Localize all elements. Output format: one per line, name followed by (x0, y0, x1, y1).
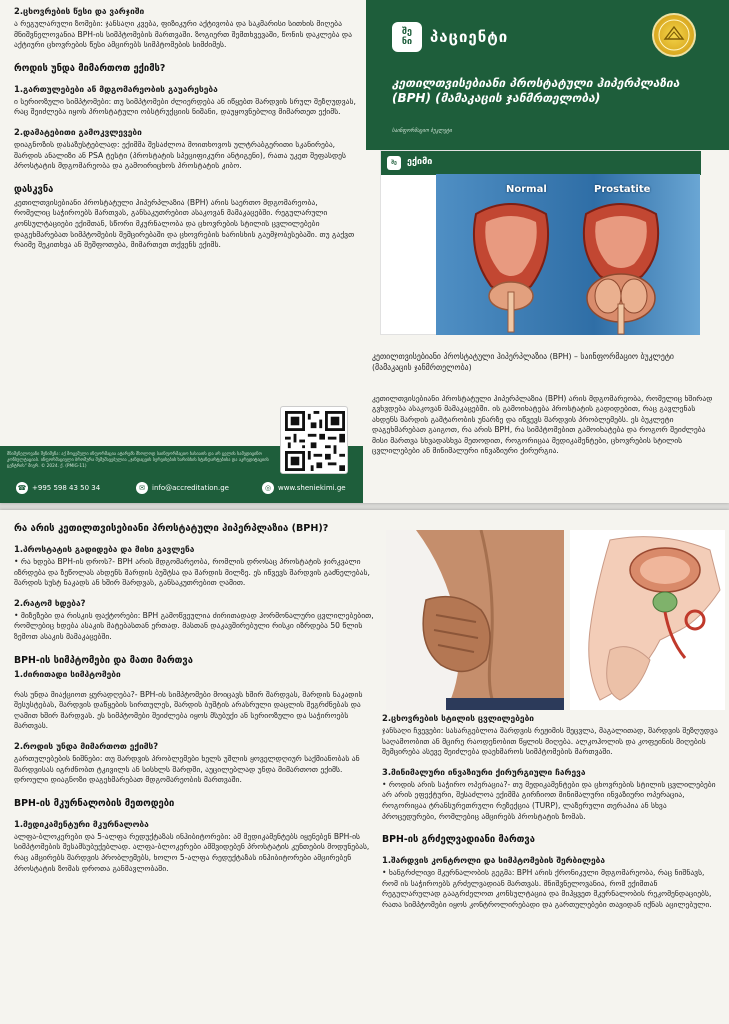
complications-heading: 1.გართულებები ან მდგომარეობის გაუარესება (14, 83, 218, 94)
doctor-text: გართულებების ნიშნები: თუ შარდვის პრობლემები ხელს უშლის ყოველდღიურ საქმიანობას ან შარდვისას იგრძნობთ ტკივილს ან სისხლს შარდში, აუცილებლად უნდა მიმართოთ ექიმს. დროული დიაგნოზი დაგეხმარებათ მდგომარეობის მართვაში. (14, 753, 360, 785)
surgery-heading: 3.მინიმალური ინვაზიური ქირურგიული ჩარევა (382, 766, 586, 777)
complications-text: ი სერიოზული სიმპტომები: თუ სიმპტომები ძლიერდება ან იწყებთ შარდვის სრულ შეზღუდვას, რაც შეიძლება იყოს პროსტატული ობსტრუქციის ნიშანი, დაუყოვნებლივ მიმართეთ ექიმს. (14, 96, 356, 117)
phone-number: +995 598 43 50 34 (32, 484, 101, 492)
website-url: www.sheniekimi.ge (278, 484, 346, 492)
enlargement-text: • რა ხდება BPH-ის დროს?- BPH არის მდგომარეობა, რომლის დროსაც პროსტატის ჯირკვალი იზრდება და ზეწოლას ახდენს შარდის ბუშტსა და შარდის მილზე. ეს იწვევს შარდვის გაძნელებას, შარდის სუსტ ნაკადს ან ხშირ შარდვას, განსაკუთრებით ღამით. (14, 557, 370, 588)
intro-text: კეთილთვისებიანი პროსტატული ჰიპერპლაზია (BPH) არის მდგომარეობა, რომელიც ხშირად გვხვდება ასაკოვან მამაკაცებში. ის გამოიხატება პროსტატის გადიდებით, რაც გავლენას ახდენს შარდის გამტარობის უნარზე და იწვევს შარდვის პრობლემებს. ეს ბუკლეტი დაგეხმარებათ გაიგოთ, რა არის BPH, რა სიმპტომებით გამოიხატება და როგორ შეიძლება მისი მართვა სხვადასხვა მეთოდით, როგორიცაა მედიკამენტები, ცხოვრების სტილის ცვლილებები ან მინიმალური ინვაზიური ქირურგია. (372, 394, 713, 456)
email-address: info@accreditation.ge (152, 484, 229, 492)
contact-website[interactable] (262, 482, 346, 494)
enlarged-prostate-icon (584, 204, 658, 334)
anatomy-image-icon (570, 530, 725, 710)
illustration-background (436, 174, 700, 335)
globe-icon: ◎ (262, 482, 274, 494)
lifestyle-change-text: ჯანსაღი ჩვევები: სასარგებლოა შარდვის რეჟიმის შეცვლა, მაგალითად, შარდვის შეზღუდვა საღამოობით ან მცირე რაოდენობით წყლის მიღება. ალკოჰოლის და კოფეინის მიღების შემცირება ასევე შეიძლება დაეხმაროს სიმპტომების მართვაში. (382, 726, 718, 757)
lifestyle-heading: 2.ცხოვრების წესი და ვარჯიში (14, 6, 145, 16)
control-text: • ხანგრძლივი მკურნალობის გეგმა: BPH არის ქრონიკული მდგომარეობა, რაც ნიშნავს, რომ ის საჭიროებს გრძელვადიან მართვას. მნიშვნელოვანია, რომ ექიმთან რეგულარულად გააგრძელოთ კონსულტაცია და მიჰყვეთ მკურნალობის რეკომენდაციებს, რათა სიმპტომები იყოს კონტროლირებადი და გართულებები თავიდან იქნას აცილებული. (382, 868, 712, 909)
main-symptoms-text: რას უნდა მიაქციოთ ყურადღება?- BPH-ის სიმპტომები მოიცავს ხშირ შარდვას, შარდის ნაკადის შესუსტებას, შარდვის დაწყების სირთულეს, შარდის ბუშტის არასრული დაცლის შეგრძნებას და ღამით ხშირ შარდვას. ეს სიმპტომები შეიძლება იყოს მსუბუქი ან სერიოზული და საჭიროებს მართვას. (14, 689, 363, 731)
symptoms-heading: BPH-ის სიმპტომები და მათი მართვა (14, 654, 193, 666)
brand-name: პაციენტი (430, 28, 509, 46)
seal-emblem-icon (654, 15, 694, 55)
accreditation-seal-icon (652, 13, 696, 57)
control-heading: 1.შარდვის კონტროლი და სიმპტომების შერბილება (382, 855, 605, 866)
long-term-heading: BPH-ის გრძელვადიანი მართვა (382, 834, 535, 846)
surgery-text: • როდის არის საჭირო ოპერაცია?- თუ მედიკამენტები და ცხოვრების სტილის ცვლილებები არ არის ეფექტური, შესაძლოა ექიმმა გირჩიოთ მინიმალური ინვაზიური ოპერაცია, როგორიცაა ტრანსურეთრული რეზექცია (TURP), ლაზერული თერაპია ან სხვა პროცედურები, რომლებიც ამცირებს პროსტატის ზომას. (382, 779, 716, 821)
bottom-right-column (382, 713, 718, 911)
top-left-column (14, 6, 356, 251)
anatomy-photo (570, 530, 725, 710)
label-normal: Normal (506, 184, 547, 195)
medication-text: ალფა-ბლოკერები და 5-ალფა რედუქტაზას ინჰიბიტორები: ამ მედიკამენტებს იყენებენ BPH-ის სიმპტომების შესამსუბუქებლად. ალფა-ბლოკერები ამშვიდებენ პროსტატის კუნთების მოდუნებას, რაც ამცირებს შარდვის პრობლემებს, ხოლო 5-ალფა რედუქტაზას ინჰიბიტორები ამცირებენ პროსტატის ზომას დროთა განმავლობაში. (14, 831, 370, 873)
normal-bladder-icon (474, 204, 548, 332)
brochure-page-outer (0, 0, 729, 503)
bottom-left-column (14, 522, 374, 874)
phone-icon: ☎ (17, 484, 27, 492)
label-prostatite: Prostatite (594, 184, 651, 195)
medication-heading: 1.მედიკამენტური მკურნალობა (14, 818, 149, 829)
conclusion-heading: დასკვნა (14, 183, 54, 195)
cover-subtitle: საინფორმაციო ბუკლეტი (392, 128, 452, 134)
contact-phone[interactable] (16, 482, 100, 494)
conclusion-text: კეთილთვისებიანი პროსტატული ჰიპერპლაზია (BPH) არის საერთო მდგომარეობა, რომელიც საჭიროებს მართვას, განსაკუთრებით ასაკოვან მამაკაცებში. რეგულარული კონსულტაციები ექიმთან, სწორი მკურნალობა და ცხოვრების სტილის ცვლილებები დაგეხმარებათ სიმპტომების შემცირებაში და ცხოვრების ხარისხის გაუმჯობესებაში. თუ გაქვთ რაიმე შეკითხვა ან შეშფოთება, მიმართეთ თქვენს ექიმს. (14, 197, 355, 250)
mail-icon: ✉ (136, 482, 148, 494)
cover-title: კეთილთვისებიანი პროსტატული ჰიპერპლაზია (BPH) (მამაკაცის ჯანმრთელობა) (392, 76, 680, 105)
extra-tests-heading: 2.დამატებითი გამოკვლევები (14, 126, 142, 137)
what-is-bph-title: რა არის კეთილთვისებიანი პროსტატული ჰიპერპლაზია (BPH)? (14, 523, 329, 534)
lifestyle-text: ა რეგულარული ზომები: ჯანსაღი კვება, ფიზიკური აქტივობა და საკმარისი სითხის მიღება მნიშვნელოვანია BPH-ის სიმპტომების მართვაში. ზოგიერთ შემთხვევაში, წონის დაკლება და აქტიური ცხოვრების წესი ამცირებს სიმპტომების სიმძიმეს. (14, 19, 352, 50)
main-symptoms-heading: 1.ძირითადი სიმპტომები (14, 668, 121, 679)
why-heading: 2.რატომ ხდება? (14, 597, 86, 608)
contact-email[interactable] (136, 482, 229, 494)
prostate-comparison-graphic (436, 174, 700, 335)
booklet-caption: კეთილთვისებიანი პროსტატული ჰიპერპლაზია (BPH) – საინფორმაციო ბუკლეტი (მამაკაცის ჯანმრთელობა) (372, 352, 674, 372)
extra-tests-text: დიაგნოზის დასაზუსტებლად: ექიმმა შესაძლოა მოითხოვოს ულტრაბგერითი სკანირება, შარდის ანალიზი ან PSA ტესტი (პროსტატის სპეციფიკური ანტიგენი), რათა უკეთ შეფასდეს პროსტატის მდგომარეობა და გამოირიცხოს პროსტატის კიბო. (14, 139, 346, 171)
back-pain-photo (386, 530, 564, 710)
enlargement-heading: 1.პროსტატის გადიდება და მისი გავლენა (14, 544, 195, 554)
qr-code[interactable] (280, 406, 348, 474)
brand-logo: შე ნი (392, 22, 422, 52)
lifestyle-change-heading: 2.ცხოვრების სტილის ცვლილებები (382, 713, 535, 723)
illustration-brand: ექიმი (407, 157, 433, 167)
illustration-logo-icon: შე (387, 156, 401, 170)
treatment-heading: BPH-ის მკურნალობის მეთოდები (14, 797, 175, 809)
when-see-doctor-heading: როდის უნდა მიმართოთ ექიმს? (14, 62, 166, 74)
footer-fine-print: მნიშვნელოვანი შენიშვნა: აქ მოცემული ინფორმაცია ატარებს მხოლოდ საინფორმაციო ხასიათს და არ ცვლის სამედიცინო კონსულტაციას. ინფორმაციული ბროშურა შემუშავებულია „ჯანდაცვის სერვისების ხარისხის სტანდარტებისა და აკრედიტაციის ცენტრის“ მიერ. © 2024. ქ. (PMIG-11) (7, 452, 269, 469)
back-pain-image-icon (386, 530, 564, 710)
qr-code-icon (285, 411, 345, 471)
why-text: • მიზეზები და რისკის ფაქტორები: BPH გამოწვეულია ძირითადად ჰორმონალური ცვლილებებით, რომლებიც ხდება ასაკის მატებასთან ერთად. მასთან დაკავშირებული რისკი იზრდება 50 წლის ზემოთ ასაკის მამაკაცებში. (14, 610, 374, 641)
doctor-heading: 2.როდის უნდა მიმართოთ ექიმს? (14, 740, 159, 751)
